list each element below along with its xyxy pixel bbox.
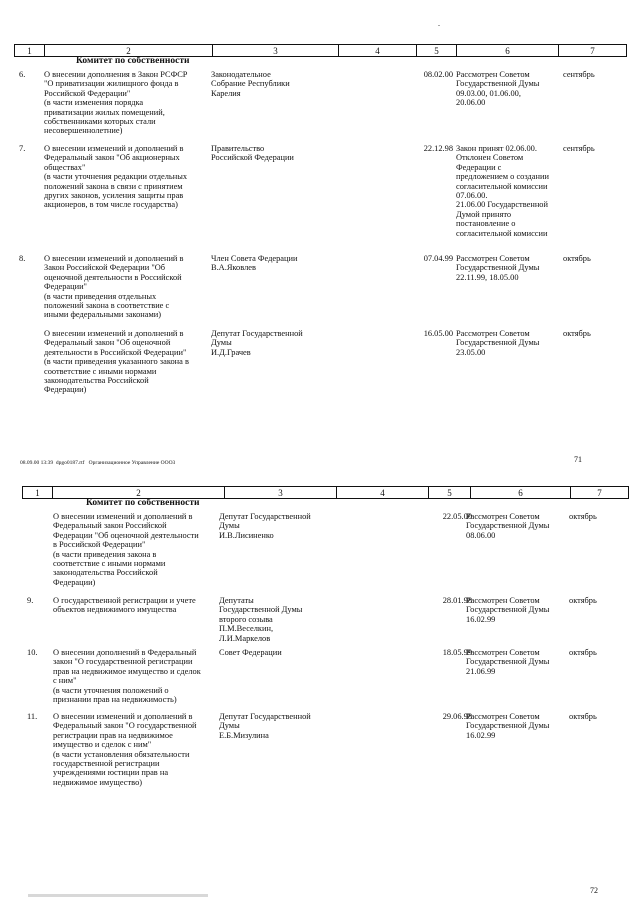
bill-initiator: Член Совета Федерации В.А.Яковлев (211, 254, 298, 273)
row-number: 6. (19, 70, 26, 79)
row-number: 8. (19, 254, 26, 263)
row-number: 10. (27, 648, 38, 657)
bill-stage: Рассмотрен Советом Государственной Думы 21.06.99 (466, 648, 550, 676)
bill-title: О внесении изменений и дополнений в Федеральный закон Российской Федерации "Об оценочной деятельности в Российской Федерации" (в части приведения закона в соответствие с иными нормами законодательства Российской Федерации) (53, 512, 199, 587)
col-number: 7 (559, 45, 627, 57)
row-number: 9. (27, 596, 34, 605)
col-number: 4 (337, 487, 429, 499)
bill-month: октябрь (569, 512, 597, 521)
bill-month: октябрь (563, 254, 591, 263)
bill-row (14, 254, 626, 329)
col-number: 5 (417, 45, 457, 57)
bill-month: сентябрь (563, 70, 595, 79)
col-number: 6 (457, 45, 559, 57)
page-number: 72 (590, 886, 598, 895)
bill-list-page-2 (22, 498, 628, 792)
bill-list-page-1 (14, 56, 626, 401)
bill-initiator: Депутат Государственной Думы И.Д.Грачев (211, 329, 303, 357)
bill-row (14, 329, 626, 401)
bill-title: О внесении дополнения в Закон РСФСР "О приватизации жилищного фонда в Российской Федерации" (в части изменения порядка приватизации жилых помещений, собственниками которых стали несовершеннолетние) (44, 70, 188, 136)
bill-stage: Рассмотрен Советом Государственной Думы 22.11.99, 18.05.00 (456, 254, 540, 282)
bill-stage: Рассмотрен Советом Государственной Думы 16.02.99 (466, 596, 550, 624)
bill-stage: Рассмотрен Советом Государственной Думы 23.05.00 (456, 329, 540, 357)
bill-initiator: Совет Федерации (219, 648, 282, 657)
bill-month: октябрь (569, 596, 597, 605)
faded-footer-line (28, 894, 208, 897)
section-title: Комитет по собственности (76, 56, 190, 66)
col-number: 3 (213, 45, 339, 57)
bill-title: О внесении изменений и дополнений в Федеральный закон "О государственной регистрации прав на недвижимое имущество и сделок с ним" (в части установления обязательности государственной регистрации учреждениями юстиции прав на недвижимое имущество) (53, 712, 197, 787)
bill-title: О внесении изменений и дополнений в Федеральный закон "Об оценочной деятельности в Российской Федерации" (в части приведения указанного закона в соответствие с иными нормами законодательства Российской Федерации) (44, 329, 189, 395)
bill-row (14, 70, 626, 144)
col-number: 2 (53, 487, 225, 499)
bill-initiator: Депутат Государственной Думы Е.Б.Мизулина (219, 712, 311, 740)
bill-row (14, 144, 626, 254)
bill-row (22, 512, 628, 596)
bill-row (22, 648, 628, 712)
bill-initiator: Правительство Российской Федерации (211, 144, 294, 163)
bill-date: 29.06.98 (442, 712, 472, 721)
bill-title: О внесении изменений и дополнений в Федеральный закон "Об акционерных обществах" (в части уточнения редакции отдельных положений закона в связи с принятием других законов, усиления защиты прав акционеров, в том числе государства) (44, 144, 188, 210)
bill-date: 07.04.99 (423, 254, 453, 263)
bill-stage: Рассмотрен Советом Государственной Думы 16.02.99 (466, 712, 550, 740)
bill-date: 28.01.98 (442, 596, 472, 605)
page-footer: 08.09.00 13:39 dpgo0187.rtf Организационное Управление ООО3 (20, 460, 176, 466)
bill-title: О внесении изменений и дополнений в Закон Российской Федерации "Об оценочной деятельности в Российской Федерации" (в части приведения отдельных положений закона в соответствие с иными федеральными законами) (44, 254, 184, 320)
bill-date: 22.12.98 (423, 144, 453, 153)
page-mark: . (438, 19, 440, 28)
col-number: 1 (15, 45, 45, 57)
bill-title: О государственной регистрации и учете объектов недвижимого имущества (53, 596, 196, 615)
bill-date: 16.05.00 (423, 329, 453, 338)
bill-title: О внесении дополнений в Федеральный закон "О государственной регистрации прав на недвижимое имущество и сделок с ним" (в части уточнения положений о признании прав на недвижимость) (53, 648, 201, 705)
row-number: 11. (27, 712, 38, 721)
col-number: 2 (45, 45, 213, 57)
bill-initiator: Депутаты Государственной Думы второго созыва П.М.Веселкин, Л.И.Маркелов (219, 596, 303, 643)
bill-row (22, 596, 628, 648)
bill-date: 22.05.00 (442, 512, 472, 521)
row-number: 7. (19, 144, 26, 153)
bill-month: сентябрь (563, 144, 595, 153)
bill-row (22, 712, 628, 792)
section-title: Комитет по собственности (86, 498, 200, 508)
page-number: 71 (574, 455, 582, 464)
col-number: 6 (471, 487, 571, 499)
bill-date: 08.02.00 (423, 70, 453, 79)
bill-month: октябрь (569, 712, 597, 721)
bill-stage: Рассмотрен Советом Государственной Думы 08.06.00 (466, 512, 550, 540)
col-number: 7 (571, 487, 629, 499)
bill-initiator: Законодательное Собрание Республики Карелия (211, 70, 290, 98)
bill-month: октябрь (569, 648, 597, 657)
bill-month: октябрь (563, 329, 591, 338)
bill-date: 18.05.99 (442, 648, 472, 657)
bill-stage: Закон принят 02.06.00. Отклонен Советом Федерации с предложением о создании согласительной комиссии 07.06.00. 21.06.00 Государственной Думой принято постановление о согласительной комиссии (456, 144, 549, 238)
col-number: 3 (225, 487, 337, 499)
col-number: 4 (339, 45, 417, 57)
bill-initiator: Депутат Государственной Думы И.В.Лисиненко (219, 512, 311, 540)
col-number: 1 (23, 487, 53, 499)
col-number: 5 (429, 487, 471, 499)
bill-stage: Рассмотрен Советом Государственной Думы 09.03.00, 01.06.00, 20.06.00 (456, 70, 540, 108)
